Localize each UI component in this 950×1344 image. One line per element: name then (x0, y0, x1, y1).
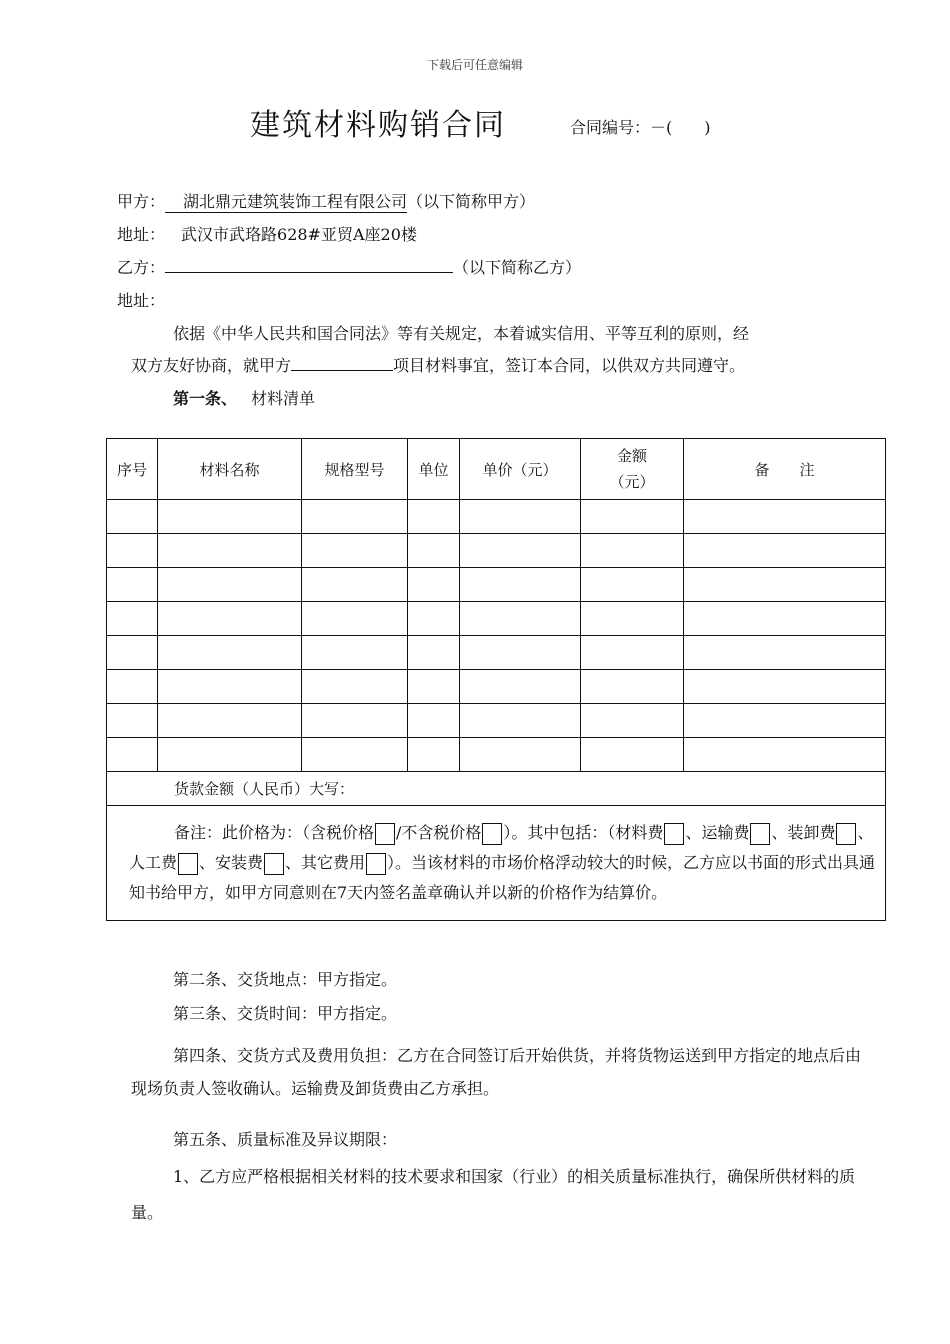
table-cell[interactable] (460, 602, 581, 636)
table-cell[interactable] (302, 602, 408, 636)
table-cell[interactable] (408, 602, 460, 636)
col-header-unit: 单位 (408, 439, 460, 500)
note-text-3: ）。其中包括：（材料费 (503, 823, 664, 842)
intro-text-b: 项目材料事宜，签订本合同，以供双方共同遵守。 (393, 356, 746, 375)
article-2: 第二条、交货地点：甲方指定。 (173, 970, 398, 989)
party-b-blank[interactable] (165, 256, 453, 273)
note-text-7: 、安装费 (199, 853, 264, 872)
table-cell[interactable] (684, 738, 886, 772)
table-cell[interactable] (158, 636, 302, 670)
table-cell[interactable] (302, 636, 408, 670)
article-5-item-1: 1、乙方应严格根据相关材料的技术要求和国家（行业）的相关质量标准执行，确保所供材料的质量。 (131, 1167, 856, 1222)
table-header-row (107, 439, 886, 500)
table-cell[interactable] (408, 636, 460, 670)
tax-included-checkbox[interactable] (375, 823, 395, 845)
header-note: 下载后可任意编辑 (426, 58, 523, 72)
tax-excluded-checkbox[interactable] (482, 823, 502, 845)
article-5: 第五条、质量标准及异议期限： (173, 1130, 398, 1149)
note-text-6: 、人工费 (129, 823, 874, 872)
table-cell[interactable] (107, 636, 158, 670)
table-cell[interactable] (460, 738, 581, 772)
table-row (107, 636, 886, 670)
intro-line-2 (131, 353, 745, 376)
table-cell[interactable] (460, 670, 581, 704)
table-row (107, 568, 886, 602)
table-cell[interactable] (302, 738, 408, 772)
contract-number: 合同编号：－( ) (570, 118, 711, 137)
note-text-8: 、其它费用 (285, 853, 366, 872)
price-note (107, 806, 886, 921)
table-cell[interactable] (581, 602, 684, 636)
table-cell[interactable] (107, 500, 158, 534)
address-a-value: 武汉市武珞路628#亚贸A座20楼 (181, 225, 417, 244)
col-header-remark: 备 注 (684, 439, 886, 500)
project-blank[interactable] (291, 354, 393, 371)
page-title: 建筑材料购销合同 (250, 108, 506, 143)
table-cell[interactable] (158, 602, 302, 636)
note-text-5: 、装卸费 (771, 823, 836, 842)
table-cell[interactable] (408, 500, 460, 534)
note-row (107, 806, 886, 921)
table-cell[interactable] (460, 704, 581, 738)
table-cell[interactable] (460, 534, 581, 568)
col-header-index: 序号 (107, 439, 158, 500)
table-cell[interactable] (302, 534, 408, 568)
total-row (107, 772, 886, 806)
table-cell[interactable] (684, 534, 886, 568)
table-cell[interactable] (684, 568, 886, 602)
table-cell[interactable] (408, 738, 460, 772)
note-text-1: 备注：此价格为：（含税价格 (174, 823, 375, 842)
table-cell[interactable] (684, 602, 886, 636)
table-cell[interactable] (460, 500, 581, 534)
table-cell[interactable] (581, 738, 684, 772)
table-cell[interactable] (408, 568, 460, 602)
address-b-label: 地址： (117, 291, 166, 310)
table-cell[interactable] (107, 568, 158, 602)
col-header-amount: 金额（元） (581, 439, 684, 500)
table-cell[interactable] (460, 636, 581, 670)
party-a-suffix: （以下简称甲方） (407, 192, 536, 211)
table-cell[interactable] (158, 704, 302, 738)
table-cell[interactable] (107, 738, 158, 772)
table-cell[interactable] (302, 500, 408, 534)
table-cell[interactable] (107, 704, 158, 738)
table-cell[interactable] (408, 534, 460, 568)
total-amount-label: 货款金额（人民币）大写： (107, 772, 886, 806)
table-row (107, 500, 886, 534)
col-header-unit-price: 单价（元） (460, 439, 581, 500)
table-cell[interactable] (302, 568, 408, 602)
installation-fee-checkbox[interactable] (264, 853, 284, 875)
intro-text-a: 双方友好协商，就甲方 (131, 356, 292, 375)
table-cell[interactable] (302, 670, 408, 704)
transport-fee-checkbox[interactable] (750, 823, 770, 845)
table-cell[interactable] (581, 534, 684, 568)
material-fee-checkbox[interactable] (664, 823, 684, 845)
table-cell[interactable] (684, 704, 886, 738)
party-a-label: 甲方： (117, 192, 166, 211)
table-cell[interactable] (684, 500, 886, 534)
party-b-line (117, 255, 581, 278)
table-cell[interactable] (107, 602, 158, 636)
address-a-label: 地址： (117, 225, 166, 244)
address-b-line (117, 288, 165, 311)
other-fee-checkbox[interactable] (366, 853, 386, 875)
table-cell[interactable] (158, 500, 302, 534)
party-a-name: 湖北鼎元建筑装饰工程有限公司 (165, 189, 407, 213)
table-cell[interactable] (158, 670, 302, 704)
table-row (107, 602, 886, 636)
note-text-4: 、运输费 (685, 823, 750, 842)
article-4: 第四条、交货方式及费用负担：乙方在合同签订后开始供货，并将货物运送到甲方指定的地点后由现场负责人签收确认。运输费及卸货费由乙方承担。 (131, 1046, 862, 1098)
party-b-label: 乙方： (117, 258, 166, 277)
table-row (107, 704, 886, 738)
table-cell[interactable] (107, 670, 158, 704)
handling-fee-checkbox[interactable] (836, 823, 856, 845)
table-cell[interactable] (408, 670, 460, 704)
table-cell[interactable] (107, 534, 158, 568)
intro-line-1: 依据《中华人民共和国合同法》等有关规定，本着诚实信用、平等互利的原则，经 (173, 324, 750, 343)
table-cell[interactable] (158, 534, 302, 568)
address-a-line (117, 222, 417, 245)
table-cell[interactable] (684, 670, 886, 704)
note-text-9: ）。当该材料的市场价格浮动较大的时候，乙方应以书面的形式出具通知书给甲方，如甲方同意则在7天内签名盖章确认并以新的价格作为结算价。 (129, 853, 876, 902)
article-1-text: 材料清单 (251, 389, 316, 408)
article-1 (173, 386, 315, 409)
col-header-spec: 规格型号 (302, 439, 408, 500)
table-cell[interactable] (581, 636, 684, 670)
article-3: 第三条、交货时间：甲方指定。 (173, 1004, 398, 1023)
table-cell[interactable] (302, 704, 408, 738)
table-cell[interactable] (581, 500, 684, 534)
table-cell[interactable] (408, 704, 460, 738)
table-cell[interactable] (581, 670, 684, 704)
material-table (106, 438, 886, 921)
table-row (107, 738, 886, 772)
table-cell[interactable] (684, 636, 886, 670)
col-header-name: 材料名称 (158, 439, 302, 500)
party-b-suffix: （以下简称乙方） (453, 258, 582, 277)
table-cell[interactable] (158, 738, 302, 772)
party-a-line (117, 189, 535, 213)
table-row (107, 670, 886, 704)
table-cell[interactable] (581, 568, 684, 602)
labor-fee-checkbox[interactable] (178, 853, 198, 875)
table-cell[interactable] (460, 568, 581, 602)
table-row (107, 534, 886, 568)
note-text-2: /不含税价格 (396, 823, 482, 842)
article-1-label: 第一条、 (173, 389, 238, 408)
table-cell[interactable] (158, 568, 302, 602)
table-cell[interactable] (581, 704, 684, 738)
